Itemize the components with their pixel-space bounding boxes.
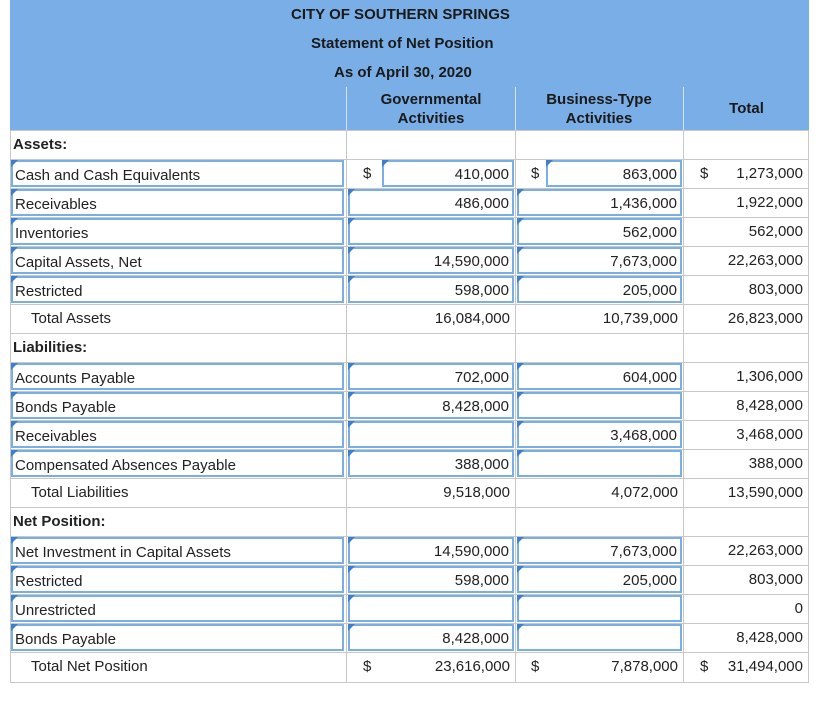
col-header-gov-line2: Activities (397, 109, 465, 127)
governmental-value: 9,518,000 (443, 484, 510, 501)
row-label[interactable]: Receivables (11, 421, 344, 448)
dollar-sign-gov: $ (363, 658, 372, 675)
row-label[interactable]: Net Investment in Capital Assets (11, 537, 344, 564)
total-value: 8,428,000 (736, 629, 803, 646)
table-row (10, 304, 809, 333)
table-row (10, 594, 809, 623)
table-row (10, 507, 809, 536)
table-row (10, 362, 809, 391)
row-label: Total Assets (31, 310, 112, 327)
total-value: 803,000 (748, 571, 803, 588)
row-label: Liabilities: (13, 339, 88, 356)
date-band (10, 58, 809, 88)
dollar-sign-bus: $ (531, 165, 540, 182)
row-label: Total Net Position (31, 658, 148, 675)
table-row (10, 333, 809, 362)
business-type-value[interactable]: 7,673,000 (517, 247, 682, 274)
row-label: Total Liabilities (31, 484, 129, 501)
statement-title: CITY OF SOUTHERN SPRINGS (291, 6, 510, 23)
col-header-gov-line1: Governmental (380, 90, 482, 108)
total-value: 1,273,000 (736, 165, 803, 182)
business-type-value[interactable]: 205,000 (517, 566, 682, 593)
grid-line (10, 682, 809, 683)
total-value: 0 (794, 600, 803, 617)
total-value: 388,000 (748, 455, 803, 472)
col-header-business (516, 87, 682, 130)
governmental-value[interactable]: 598,000 (348, 276, 514, 303)
business-type-value[interactable] (517, 392, 682, 419)
table-row (10, 536, 809, 565)
total-value: 1,922,000 (736, 194, 803, 211)
statement-date: As of April 30, 2020 (334, 64, 472, 81)
table-row (10, 623, 809, 652)
table-row (10, 188, 809, 217)
business-type-value[interactable]: 562,000 (517, 218, 682, 245)
dollar-sign-gov: $ (363, 165, 372, 182)
business-type-value: 10,739,000 (602, 310, 678, 327)
governmental-value[interactable]: 8,428,000 (348, 624, 514, 651)
statement-subtitle: Statement of Net Position (311, 35, 494, 52)
governmental-value[interactable] (348, 218, 514, 245)
total-value: 1,306,000 (736, 368, 803, 385)
row-label[interactable]: Capital Assets, Net (11, 247, 344, 274)
dollar-sign-bus: $ (531, 658, 540, 675)
row-label[interactable]: Inventories (11, 218, 344, 245)
column-header-band (10, 87, 809, 131)
table-row (10, 391, 809, 420)
business-type-value[interactable]: 863,000 (546, 160, 682, 187)
business-type-value[interactable] (517, 450, 682, 477)
table-row (10, 130, 809, 159)
row-label[interactable]: Bonds Payable (11, 392, 344, 419)
col-header-governmental (348, 87, 514, 130)
business-type-value[interactable]: 604,000 (517, 363, 682, 390)
business-type-value[interactable]: 7,673,000 (517, 537, 682, 564)
total-value: 22,263,000 (727, 542, 803, 559)
row-label[interactable]: Restricted (11, 566, 344, 593)
row-label[interactable]: Cash and Cash Equivalents (11, 160, 344, 187)
row-label[interactable]: Compensated Absences Payable (11, 450, 344, 477)
business-type-value[interactable]: 205,000 (517, 276, 682, 303)
governmental-value[interactable]: 14,590,000 (348, 247, 514, 274)
row-label[interactable]: Accounts Payable (11, 363, 344, 390)
governmental-value[interactable]: 702,000 (348, 363, 514, 390)
governmental-value[interactable] (348, 595, 514, 622)
title-band (10, 0, 809, 30)
row-label[interactable]: Unrestricted (11, 595, 344, 622)
header-divider (515, 87, 516, 130)
total-value: 26,823,000 (727, 310, 803, 327)
header-divider (683, 87, 684, 130)
table-row (10, 159, 809, 188)
table-row (10, 565, 809, 594)
subtitle-band (10, 29, 809, 59)
col-header-bus-line2: Activities (565, 109, 633, 127)
governmental-value: 23,616,000 (434, 658, 510, 675)
governmental-value[interactable]: 8,428,000 (348, 392, 514, 419)
total-value: 3,468,000 (736, 426, 803, 443)
business-type-value[interactable]: 1,436,000 (517, 189, 682, 216)
table-row (10, 217, 809, 246)
total-value: 803,000 (748, 281, 803, 298)
business-type-value[interactable] (517, 595, 682, 622)
col-header-bus-line1: Business-Type (546, 90, 652, 108)
governmental-value[interactable]: 388,000 (348, 450, 514, 477)
governmental-value[interactable]: 486,000 (348, 189, 514, 216)
business-type-value[interactable]: 3,468,000 (517, 421, 682, 448)
dollar-sign-total: $ (700, 658, 709, 675)
table-row (10, 478, 809, 507)
total-value: 8,428,000 (736, 397, 803, 414)
total-value: 31,494,000 (727, 658, 803, 675)
table-row (10, 275, 809, 304)
governmental-value[interactable] (348, 421, 514, 448)
col-header-total: Total (729, 100, 764, 117)
row-label[interactable]: Restricted (11, 276, 344, 303)
governmental-value[interactable]: 598,000 (348, 566, 514, 593)
total-value: 22,263,000 (727, 252, 803, 269)
governmental-value[interactable]: 14,590,000 (348, 537, 514, 564)
governmental-value: 16,084,000 (434, 310, 510, 327)
business-type-value[interactable] (517, 624, 682, 651)
governmental-value[interactable]: 410,000 (382, 160, 514, 187)
table-row (10, 420, 809, 449)
row-label: Assets: (13, 136, 68, 153)
table-row (10, 652, 809, 681)
row-label[interactable]: Bonds Payable (11, 624, 344, 651)
table-row (10, 246, 809, 275)
dollar-sign-total: $ (700, 165, 709, 182)
business-type-value: 7,878,000 (611, 658, 678, 675)
business-type-value: 4,072,000 (611, 484, 678, 501)
total-value: 13,590,000 (727, 484, 803, 501)
table-row (10, 449, 809, 478)
total-value: 562,000 (748, 223, 803, 240)
row-label[interactable]: Receivables (11, 189, 344, 216)
header-divider (346, 87, 347, 130)
row-label: Net Position: (13, 513, 106, 530)
